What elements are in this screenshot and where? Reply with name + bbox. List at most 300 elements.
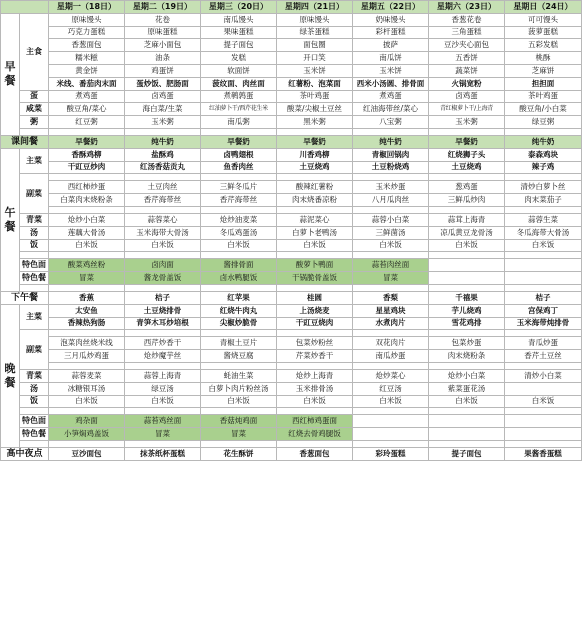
menu-cell: 太安鱼 (49, 304, 125, 317)
menu-cell: 五香饼 (429, 52, 505, 65)
empty-cell (125, 408, 201, 415)
menu-cell: 豆沙面包 (49, 447, 125, 460)
menu-cell: 玉米炒蛋 (353, 181, 429, 194)
menu-cell: 鸡蛋饼 (125, 64, 201, 77)
menu-cell: 泡菜肉丝烧米线 (49, 337, 125, 350)
menu-cell: 奶味馒头 (353, 13, 429, 26)
empty-cell (49, 128, 125, 135)
menu-cell: 白米饭 (201, 239, 277, 252)
empty-cell (201, 174, 277, 181)
label-fucai: 副菜 (20, 330, 49, 370)
menu-cell: 玉米饼 (277, 64, 353, 77)
menu-cell: 海白菜/生菜 (125, 103, 201, 116)
menu-cell: 蛋炒饭、肥肠面 (125, 77, 201, 90)
menu-cell: 卤肉面 (125, 259, 201, 272)
empty-cell (353, 174, 429, 181)
empty-cell (353, 206, 429, 213)
menu-cell: 盐酥鸡 (125, 148, 201, 161)
menu-cell: 土豆烧鸡 (429, 161, 505, 174)
menu-cell: 南瓜馒头 (201, 13, 277, 26)
label-fucai: 副菜 (20, 174, 49, 214)
table-row (1, 408, 582, 415)
menu-cell: 桔子 (505, 291, 582, 304)
empty-cell (353, 362, 429, 369)
menu-cell: 香葱花卷 (429, 13, 505, 26)
empty-cell (277, 330, 353, 337)
menu-cell: 玉米排骨汤 (277, 382, 353, 395)
empty-cell (353, 284, 429, 291)
menu-cell: 卤鸡蛋 (429, 90, 505, 103)
menu-cell: 白米饭 (125, 239, 201, 252)
label-fan: 饭 (20, 239, 49, 252)
menu-cell: 包菜炒粉丝 (277, 337, 353, 350)
day-header: 星期三（20日） (201, 1, 277, 14)
empty-cell (505, 408, 582, 415)
empty-cell (505, 330, 582, 337)
section-breakfast: 早餐 (1, 13, 20, 135)
menu-cell: 白米饭 (505, 395, 582, 408)
label-tang: 汤 (20, 382, 49, 395)
table-row (1, 395, 582, 408)
menu-cell: 白米饭 (277, 395, 353, 408)
empty-cell (353, 408, 429, 415)
day-header: 星期日（24日） (505, 1, 582, 14)
table-row (1, 415, 582, 428)
empty-cell (429, 272, 505, 285)
menu-cell: 凉瓜黄豆龙骨汤 (429, 226, 505, 239)
menu-cell: 香芹土豆丝 (505, 350, 582, 363)
day-header: 星期六（23日） (429, 1, 505, 14)
menu-cell: 土豆粉烧鸡 (353, 161, 429, 174)
empty-cell (429, 206, 505, 213)
menu-cell: 面包圈 (277, 39, 353, 52)
menu-cell: 白米饭 (429, 239, 505, 252)
menu-cell: 南瓜炒蛋 (353, 350, 429, 363)
label-zhucai: 主菜 (20, 148, 49, 174)
table-row (1, 428, 582, 441)
empty-cell (505, 206, 582, 213)
table-row (1, 259, 582, 272)
menu-cell: 蒜苔肉丝面 (353, 259, 429, 272)
empty-cell (429, 330, 505, 337)
menu-cell: 八宝粥 (353, 116, 429, 129)
menu-cell: 抹茶纸杯蛋糕 (125, 447, 201, 460)
menu-cell: 三角蛋糕 (429, 26, 505, 39)
menu-cell: 冒菜 (201, 428, 277, 441)
menu-cell: 西红柿炒蛋 (49, 181, 125, 194)
menu-cell: 煮鸡蛋 (49, 90, 125, 103)
empty-cell (505, 174, 582, 181)
menu-cell: 绿豆汤 (125, 382, 201, 395)
menu-cell: 芝麻小面包 (125, 39, 201, 52)
section-lunch: 午餐 (1, 148, 20, 291)
menu-cell: 三鲜冬瓜片 (201, 181, 277, 194)
menu-cell: 纯牛奶 (353, 135, 429, 148)
menu-cell: 土豆烧鸡 (277, 161, 353, 174)
menu-cell: 玉米粥 (125, 116, 201, 129)
menu-cell: 青红椒萝卜干/上海青 (429, 103, 505, 116)
menu-cell: 白米饭 (353, 395, 429, 408)
spacer-cell (20, 252, 49, 259)
menu-cell: 清炒小白菜 (505, 369, 582, 382)
menu-cell: 红烧狮子头 (429, 148, 505, 161)
menu-cell: 红豆汤 (353, 382, 429, 395)
menu-cell: 可可馒头 (505, 13, 582, 26)
empty-cell (201, 128, 277, 135)
table-row (1, 382, 582, 395)
empty-cell (125, 284, 201, 291)
menu-cell: 香菇炖鸡面 (201, 415, 277, 428)
menu-cell: 豆沙夹心面包 (429, 39, 505, 52)
table-row (1, 181, 582, 194)
menu-cell: 煮鸡蛋 (353, 90, 429, 103)
menu-cell: 花卷 (125, 13, 201, 26)
menu-cell: 酸菜鸡丝粉 (49, 259, 125, 272)
menu-cell: 玉米粥 (429, 116, 505, 129)
menu-cell: 桃酥 (505, 52, 582, 65)
menu-cell: 酸豆角/小白菜 (505, 103, 582, 116)
empty-cell (429, 252, 505, 259)
empty-cell (505, 252, 582, 259)
menu-cell: 玉米海带炖排骨 (505, 317, 582, 330)
menu-cell: 红豆粥 (49, 116, 125, 129)
menu-cell: 香梨 (353, 291, 429, 304)
menu-cell: 干豇豆烧肉 (277, 317, 353, 330)
label-xiancai: 咸菜 (20, 103, 49, 116)
menu-cell: 桂圆 (277, 291, 353, 304)
empty-cell (125, 128, 201, 135)
label-qingcai: 青菜 (20, 213, 49, 226)
menu-cell: 雪花鸡排 (429, 317, 505, 330)
menu-cell: 炝炒上海青 (277, 369, 353, 382)
menu-cell: 青瓜炒蛋 (505, 337, 582, 350)
menu-cell: 肉末烧粉条 (429, 350, 505, 363)
menu-cell: 紫菜蛋花汤 (429, 382, 505, 395)
menu-cell: 酱排骨面 (201, 259, 277, 272)
menu-cell: 双花肉片 (353, 337, 429, 350)
menu-cell: 上汤烧麦 (277, 304, 353, 317)
menu-cell: 茶叶鸡蛋 (505, 90, 582, 103)
table-row (1, 26, 582, 39)
empty-cell (201, 408, 277, 415)
empty-cell (125, 252, 201, 259)
menu-cell: 冰糖银耳汤 (49, 382, 125, 395)
menu-cell: 白米饭 (201, 395, 277, 408)
empty-cell (505, 415, 582, 428)
menu-cell: 香辣热狗肠 (49, 317, 125, 330)
empty-cell (277, 206, 353, 213)
menu-cell: 发糕 (201, 52, 277, 65)
table-row (1, 103, 582, 116)
empty-cell (429, 259, 505, 272)
menu-cell: 辣子鸡 (505, 161, 582, 174)
menu-cell: 担担面 (505, 77, 582, 90)
label-tesemian: 特色面 (20, 415, 49, 428)
table-row (1, 194, 582, 207)
menu-cell: 卤鸡蛋 (125, 90, 201, 103)
menu-cell: 软面饼 (201, 64, 277, 77)
menu-cell: 白米饭 (49, 239, 125, 252)
empty-cell (277, 362, 353, 369)
table-row (1, 90, 582, 103)
menu-cell: 香酥鸡柳 (49, 148, 125, 161)
empty-cell (201, 284, 277, 291)
menu-cell: 披萨 (353, 39, 429, 52)
menu-cell: 酸菜/尖椒土豆丝 (277, 103, 353, 116)
menu-cell: 玉米海带大骨汤 (125, 226, 201, 239)
empty-cell (277, 440, 353, 447)
section-afternoon: 下午餐 (1, 291, 49, 304)
menu-cell: 香葱面包 (49, 39, 125, 52)
empty-cell (49, 362, 125, 369)
label-zhucai: 主菜 (20, 304, 49, 330)
table-row (1, 52, 582, 65)
menu-cell: 白米饭 (353, 239, 429, 252)
empty-cell (429, 408, 505, 415)
menu-cell: 原味馒头 (277, 13, 353, 26)
menu-cell: 蒜茸上海青 (429, 213, 505, 226)
empty-cell (353, 128, 429, 135)
menu-cell: 南瓜粥 (201, 116, 277, 129)
menu-cell: 青笋木耳炒培根 (125, 317, 201, 330)
menu-cell: 西红柿鸡蛋面 (277, 415, 353, 428)
empty-cell (125, 362, 201, 369)
menu-cell: 蒜泥菜心 (277, 213, 353, 226)
empty-cell (505, 128, 582, 135)
menu-cell: 白萝卜肉片粉丝汤 (201, 382, 277, 395)
empty-cell (49, 174, 125, 181)
menu-cell: 尖椒炒脆骨 (201, 317, 277, 330)
menu-cell: 冒菜 (353, 272, 429, 285)
table-row (1, 116, 582, 129)
menu-cell: 蚝油生菜 (201, 369, 277, 382)
menu-cell: 西芹炒香干 (125, 337, 201, 350)
menu-cell: 西米小汤圆、排骨面 (353, 77, 429, 90)
table-row (1, 304, 582, 317)
menu-cell: 蒜蓉上海青 (125, 369, 201, 382)
menu-cell: 川香鸡柳 (277, 148, 353, 161)
menu-cell: 鸡杂面 (49, 415, 125, 428)
empty-cell (277, 408, 353, 415)
empty-cell (277, 128, 353, 135)
empty-cell (505, 382, 582, 395)
empty-cell (505, 284, 582, 291)
table-row (1, 440, 582, 447)
menu-cell: 土豆烧排骨 (125, 304, 201, 317)
empty-cell (277, 284, 353, 291)
empty-cell (429, 428, 505, 441)
menu-cell: 冬瓜鸡蛋汤 (201, 226, 277, 239)
menu-cell: 肉末烧番凉粉 (277, 194, 353, 207)
menu-cell: 蒜蓉麦菜 (49, 369, 125, 382)
section-snack: 课间餐 (1, 135, 49, 148)
menu-cell: 包菜炒蛋 (429, 337, 505, 350)
table-row (1, 135, 582, 148)
menu-cell: 果酱香蛋糕 (505, 447, 582, 460)
spacer-cell (20, 440, 49, 447)
menu-cell: 白菜肉末烧粉条 (49, 194, 125, 207)
menu-cell: 香芹海带丝 (125, 194, 201, 207)
menu-cell: 提子面包 (201, 39, 277, 52)
menu-cell: 煮鹌鹑蛋 (201, 90, 277, 103)
empty-cell (201, 330, 277, 337)
menu-cell: 清炒白萝卜丝 (505, 181, 582, 194)
empty-cell (429, 362, 505, 369)
table-row (1, 206, 582, 213)
empty-cell (505, 362, 582, 369)
empty-cell (125, 440, 201, 447)
menu-cell: 肉末菜茄子 (505, 194, 582, 207)
empty-cell (505, 272, 582, 285)
menu-cell: 蒜蓉菜心 (125, 213, 201, 226)
empty-cell (505, 440, 582, 447)
table-row (1, 213, 582, 226)
spacer-cell (20, 128, 49, 135)
empty-cell (125, 330, 201, 337)
label-fan: 饭 (20, 395, 49, 408)
day-header: 星期二（19日） (125, 1, 201, 14)
menu-cell: 酸萝卜鸭面 (277, 259, 353, 272)
empty-cell (505, 428, 582, 441)
table-row (1, 272, 582, 285)
menu-cell: 火锅宽粉 (429, 77, 505, 90)
section-dinner: 晚餐 (1, 304, 20, 447)
menu-cell: 香蕉 (49, 291, 125, 304)
table-row (1, 291, 582, 304)
menu-cell: 冒菜 (49, 272, 125, 285)
menu-cell: 米线、番茄肉末面 (49, 77, 125, 90)
menu-cell: 纯牛奶 (505, 135, 582, 148)
menu-cell: 早餐奶 (429, 135, 505, 148)
table-row (1, 369, 582, 382)
empty-cell (353, 330, 429, 337)
menu-cell: 绿茶蛋糕 (277, 26, 353, 39)
menu-cell: 酱烧豆腐 (201, 350, 277, 363)
menu-cell: 芝麻饼 (505, 64, 582, 77)
table-row (1, 64, 582, 77)
menu-cell: 干豇豆炒肉 (49, 161, 125, 174)
menu-cell: 红油海带丝/菜心 (353, 103, 429, 116)
menu-cell: 玉米饼 (353, 64, 429, 77)
menu-cell: 白米饭 (429, 395, 505, 408)
corner-cell (1, 1, 49, 14)
menu-cell: 冬瓜海带大骨汤 (505, 226, 582, 239)
menu-cell: 油条 (125, 52, 201, 65)
menu-cell: 芋儿烧鸡 (429, 304, 505, 317)
menu-cell: 茶叶鸡蛋 (277, 90, 353, 103)
menu-cell: 白米饭 (125, 395, 201, 408)
menu-cell: 酱龙骨盖饭 (125, 272, 201, 285)
menu-cell: 桔子 (125, 291, 201, 304)
menu-cell: 菠纹面、肉丝面 (201, 77, 277, 90)
label-zhushi: 主食 (20, 13, 49, 90)
table-row (1, 330, 582, 337)
menu-cell: 宫保鸡丁 (505, 304, 582, 317)
menu-cell: 蒜蓉生菜 (505, 213, 582, 226)
menu-cell: 卤鸭翅根 (201, 148, 277, 161)
menu-cell: 五彩发糕 (505, 39, 582, 52)
empty-cell (49, 284, 125, 291)
empty-cell (201, 206, 277, 213)
menu-cell: 纯牛奶 (125, 135, 201, 148)
label-tesecan: 特色餐 (20, 272, 49, 285)
label-qingcai: 青菜 (20, 369, 49, 382)
table-row (1, 128, 582, 135)
spacer-cell (20, 408, 49, 415)
menu-cell: 土豆肉丝 (125, 181, 201, 194)
menu-cell: 早餐奶 (277, 135, 353, 148)
menu-cell: 星星鸡块 (353, 304, 429, 317)
menu-cell: 三鲜菌汤 (353, 226, 429, 239)
table-row (1, 337, 582, 350)
table-row (1, 174, 582, 181)
menu-cell: 鱼香肉丝 (201, 161, 277, 174)
empty-cell (429, 284, 505, 291)
menu-cell: 提子面包 (429, 447, 505, 460)
menu-cell: 早餐奶 (201, 135, 277, 148)
table-row (1, 252, 582, 259)
menu-cell: 青椒土豆片 (201, 337, 277, 350)
table-row (1, 317, 582, 330)
menu-cell: 白米饭 (505, 239, 582, 252)
menu-cell: 水煮肉片 (353, 317, 429, 330)
table-row (1, 39, 582, 52)
menu-cell: 香芹海带丝 (201, 194, 277, 207)
menu-cell: 彩玲蛋糕 (353, 447, 429, 460)
table-row (1, 350, 582, 363)
menu-cell: 葱鸡蛋 (429, 181, 505, 194)
menu-cell: 莲藕大骨汤 (49, 226, 125, 239)
menu-cell: 红油萝卜干/西芹花生米 (201, 103, 277, 116)
table-row (1, 13, 582, 26)
table-row (1, 284, 582, 291)
empty-cell (429, 415, 505, 428)
empty-cell (49, 252, 125, 259)
day-header: 星期五（22日） (353, 1, 429, 14)
label-zhou: 粥 (20, 116, 49, 129)
menu-cell: 果味蛋糕 (201, 26, 277, 39)
empty-cell (49, 408, 125, 415)
empty-cell (277, 252, 353, 259)
menu-cell: 炝炒小白菜 (429, 369, 505, 382)
label-tesemian: 特色面 (20, 259, 49, 272)
empty-cell (505, 259, 582, 272)
empty-cell (353, 252, 429, 259)
menu-cell: 红汤香菇贡丸 (125, 161, 201, 174)
empty-cell (429, 174, 505, 181)
empty-cell (49, 440, 125, 447)
menu-cell: 原味馒头 (49, 13, 125, 26)
menu-cell: 白萝卜老鸭汤 (277, 226, 353, 239)
table-row (1, 77, 582, 90)
table-row (1, 239, 582, 252)
menu-cell: 小笋焖鸡盖饭 (49, 428, 125, 441)
empty-cell (353, 415, 429, 428)
empty-cell (201, 362, 277, 369)
table-row (1, 362, 582, 369)
empty-cell (429, 440, 505, 447)
table-row (1, 447, 582, 460)
empty-cell (277, 174, 353, 181)
menu-cell: 巧克力蛋糕 (49, 26, 125, 39)
menu-cell: 炝炒魔芋丝 (125, 350, 201, 363)
menu-cell: 三月瓜炒鸡蛋 (49, 350, 125, 363)
empty-cell (125, 174, 201, 181)
menu-cell: 八月瓜肉丝 (353, 194, 429, 207)
section-night: 高中夜点 (1, 447, 49, 460)
menu-cell: 红薯粉、泡菜面 (277, 77, 353, 90)
menu-cell: 彩杆蛋糕 (353, 26, 429, 39)
